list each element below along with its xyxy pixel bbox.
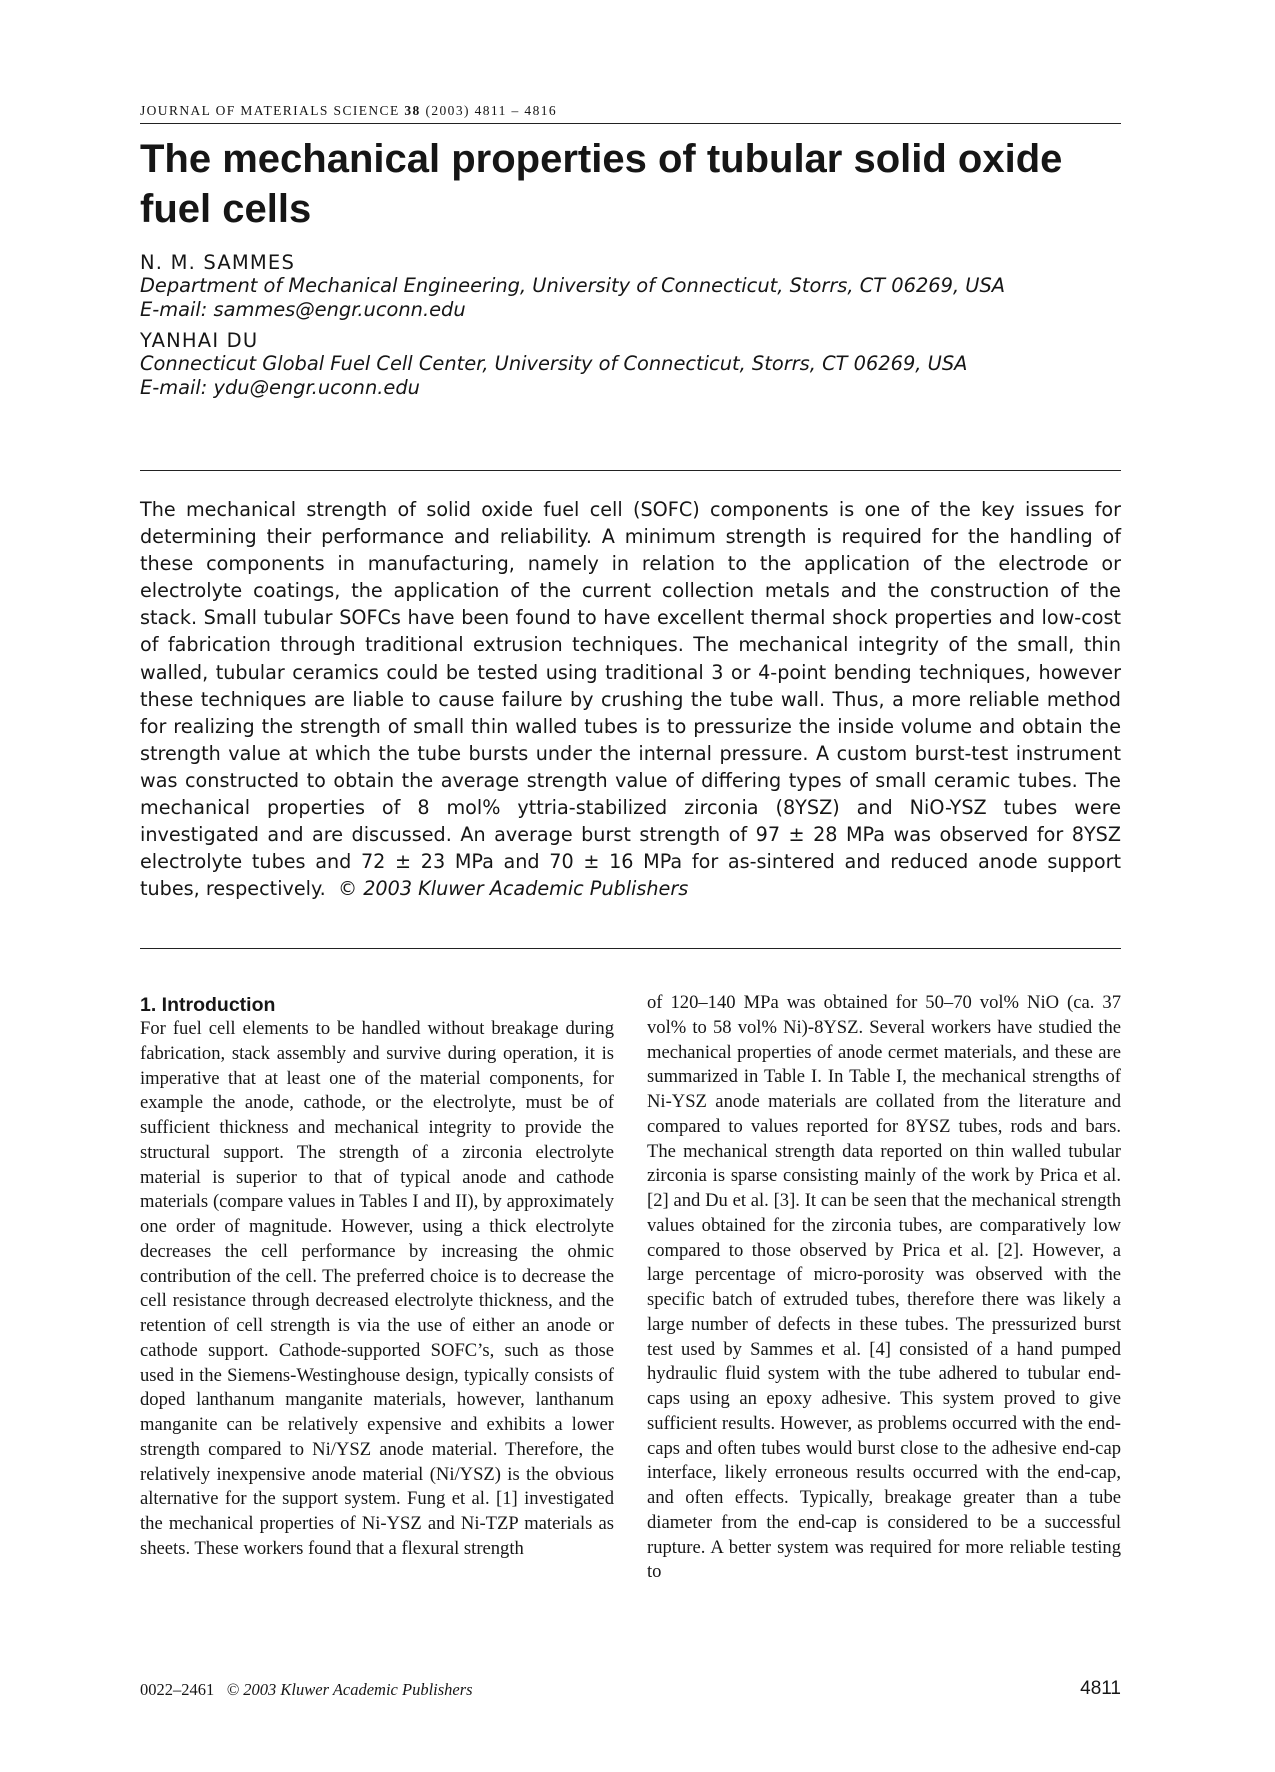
header-rule <box>140 123 1121 124</box>
footer-issn <box>140 1680 473 1700</box>
issn: 0022–2461 <box>140 1680 215 1699</box>
footer-copyright: © 2003 Kluwer Academic Publishers <box>226 1680 473 1699</box>
author-email[interactable]: E-mail: sammes@engr.uconn.edu <box>140 298 466 321</box>
running-head <box>140 103 1121 119</box>
abstract-top-rule <box>140 470 1121 471</box>
journal-name: JOURNAL OF MATERIALS SCIENCE <box>140 103 400 118</box>
left-column <box>140 993 614 1562</box>
abstract-text: The mechanical strength of solid oxide fuel cell (SOFC) components is one of the key issues for determining their performance and reliability. A minimum strength is required for the handling of these components in manufacturing, namely in relation to the application of the electrode or electrolyte coatings, the application of the current collection metals and the construction of the stack. Small tubular SOFCs have been found to have excellent thermal shock properties and low-cost of fabrication through traditional extrusion techniques. The mechanical integrity of the small, thin walled, tubular ceramics could be tested using traditional 3 or 4-point bending techniques, however these techniques are liable to cause failure by crushing the tube wall. Thus, a more reliable method for realizing the strength of small thin walled tubes is to pressurize the inside volume and obtain the strength value at which the tube bursts under the internal pressure. A custom burst-test instrument was constructed to obtain the average strength value of differing types of small ceramic tubes. The mechanical properties of 8 mol% yttria-stabilized zirconia (8YSZ) and NiO-YSZ tubes were investigated and are discussed. An average burst strength of 97 ± 28 MPa was observed for 8YSZ electrolyte tubes and 72 ± 23 MPa and 70 ± 16 MPa for as-sintered and reduced anode support tubes, respectively. <box>140 498 1121 901</box>
page-number: 4811 <box>1080 1678 1121 1699</box>
author-name: N. M. SAMMES <box>140 251 296 274</box>
author-affiliation: Department of Mechanical Engineering, University of Connecticut, Storrs, CT 06269, USA <box>140 274 1006 297</box>
abstract <box>140 496 1121 902</box>
right-column <box>647 991 1121 1585</box>
journal-page <box>140 0 1121 1772</box>
section-heading: 1. Introduction <box>140 994 276 1016</box>
author-affiliation: Connecticut Global Fuel Cell Center, University of Connecticut, Storrs, CT 06269, USA <box>140 352 968 375</box>
body-paragraph: of 120–140 MPa was obtained for 50–70 vol% NiO (ca. 37 vol% to 58 vol% Ni)-8YSZ. Several workers have studied the mechanical properties of anode cermet materials, and these are summarized in Table I. In Table I, the mechanical strengths of Ni-YSZ anode materials are collated from the literature and compared to values reported for 8YSZ tubes, rods and bars. The mechanical strength data reported on thin walled tubular zirconia is sparse consisting mainly of the work by Prica et al. [2] and Du et al. [3]. It can be seen that the mechanical strength values obtained for the zirconia tubes, are comparatively low compared to those observed by Prica et al. [2]. However, a large percentage of micro-porosity was observed with the specific batch of extruded tubes, therefore there was likely a large number of defects in these tubes. The pressurized burst test used by Sammes et al. [4] consisted of a hand pumped hydraulic fluid system with the tube adhered to tubular end-caps using an epoxy adhesive. This system proved to give sufficient results. However, as problems occurred with the end-caps and often tubes would burst close to the adhesive end-cap interface, likely erroneous results occurred with the end-cap, and often effects. Typically, breakage greater than a tube diameter from the end-cap is considered to be a successful rupture. A better system was required for more reliable testing to <box>647 992 1121 1583</box>
author-name: YANHAI DU <box>140 329 259 352</box>
journal-year-pages: (2003) 4811 – 4816 <box>425 103 558 118</box>
abstract-copyright: © 2003 Kluwer Academic Publishers <box>337 877 689 901</box>
abstract-bottom-rule <box>140 948 1121 949</box>
journal-volume: 38 <box>404 103 421 118</box>
article-title: The mechanical properties of tubular solid oxide fuel cells <box>140 137 1063 231</box>
body-paragraph: For fuel cell elements to be handled without breakage during fabrication, stack assembly and survive during operation, it is imperative that at least one of the material components, for example the anode, cathode, or the electrolyte, must be of sufficient thickness and mechanical integrity to provide the structural support. The strength of a zirconia electrolyte material is superior to that of typical anode and cathode materials (compare values in Tables I and II), by approximately one order of magnitude. However, using a thick electrolyte decreases the cell performance by increasing the ohmic contribution of the cell. The preferred choice is to decrease the cell resistance through decreased electrolyte thickness, and the retention of cell strength is via the use of either an anode or cathode support. Cathode-supported SOFC’s, such as those used in the Siemens-Westinghouse design, typically consists of doped lanthanum manganite materials, however, lanthanum manganite can be relatively expensive and exhibits a lower strength compared to Ni/YSZ anode material. Therefore, the relatively inexpensive anode material (Ni/YSZ) is the obvious alternative for the support system. Fung et al. [1] investigated the mechanical properties of Ni-YSZ and Ni-TZP materials as sheets. These workers found that a flexural strength <box>140 1018 614 1559</box>
author-email[interactable]: E-mail: ydu@engr.uconn.edu <box>140 376 420 399</box>
